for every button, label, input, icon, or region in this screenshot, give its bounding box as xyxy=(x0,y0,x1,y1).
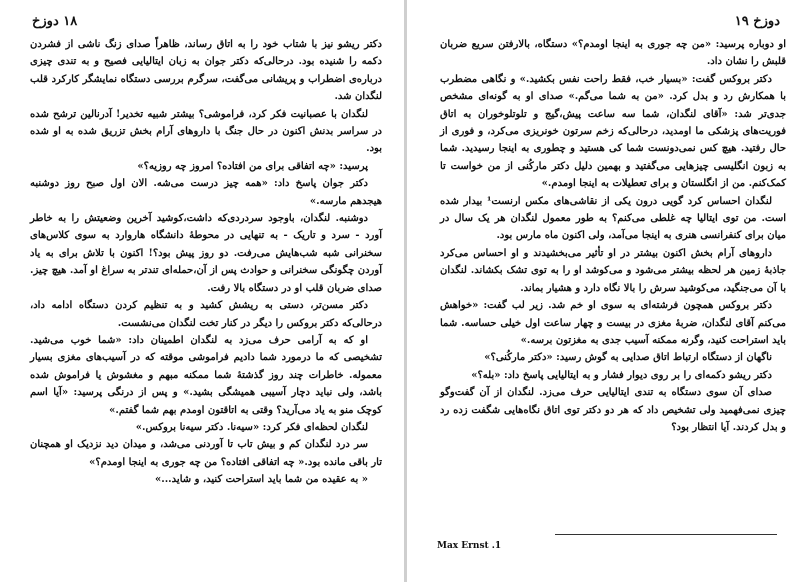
paragraph: « به عقیده من شما باید استراحت کنید، و شاید...» xyxy=(154,474,368,486)
footnote-divider xyxy=(555,534,777,535)
left-page-header: ۱۸ دوزخ xyxy=(32,14,78,29)
paragraph: دکتر ریشو دکمه‌ای را بر روی دیوار فشار و به ایتالیایی پاسخ داد: «بله؟» xyxy=(471,369,772,381)
paragraph: لنگدان لحظه‌ای فکر کرد: «سیه‌نا. دکتر سیه‌نا بروکس.» xyxy=(135,421,368,433)
paragraph: ناگهان از دستگاه ارتباط اتاق صدایی به گوش رسید: «دکتر مارکُنی؟» xyxy=(484,352,772,364)
right-page xyxy=(407,0,812,582)
paragraph: لنگدان با عصبانیت فکر کرد، فراموشی؟ بیشتر شبیه تخدیر! آدرنالین ترشح شده در سراسر بدنش اکنون در حال جنگ با داروهای آرام بخش تزریق شده به او شده بود. xyxy=(30,108,382,155)
paragraph: دکتر بروکس گفت: «بسیار خب، فقط راحت نفس بکشید.» و نگاهی مضطرب با همکارش رد و بدل کرد. «من به شما می‌گم.» صدای او به گونه‌ای مشخص جدی‌تر شد: «آقای لنگدان، شما سه ساعت پیش،گیج و تلوتلوخوران به اتاق فوریت‌های پزشکی ما اومدید، درحالی‌که زخم سرتون خونریزی می‌کرد، و فوری از حال رفتید. هیچ کس نمی‌دونست شما کی هستید و چطوری به اینجا رسیدید. شما به زبون انگلیسی چیزهایی می‌گفتید و بهمین دلیل دکتر مارکُنی از من خواست تا کمک‌کنم. من از انگلستان و برای تعطیلات به اینجا اومدم.» xyxy=(440,73,786,190)
paragraph: سر درد لنگدان کم و بیش تاب تا آوردنی می‌شد، و میدان دید نزدیک او همچنان تار باقی مانده بود.« چه اتفاقی افتاده؟ من چه جوری به اینجا اومدم؟» xyxy=(30,439,382,468)
paragraph: پرسید: «چه اتفاقی برای من افتاده؟ امروز چه روزیه؟» xyxy=(137,160,368,172)
paragraph: دکتر بروکس همچون فرشته‌ای به سوی او خم شد. زیر لب گفت: «خواهش می‌کنم آقای لنگدان، ضربهٔ مغزی در بیست و چهار ساعت اول خیلی حساسه. شما باید استراحت کنید، وگرنه ممکنه آسیب جدی به مغزتون برسه.» xyxy=(440,300,786,346)
paragraph: لنگدان احساس کرد گویی درون یکی از نقاشی‌های مکس ارنست¹ بیدار شده است. من توی ایتالیا چه غلطی می‌کنم؟ به طور معمول لنگدان هر یک سال در میان برای کنفرانسی هنری به اینجا می‌آمد، ولی اکنون ماه مارس بود. xyxy=(440,195,786,242)
right-page-header: دوزخ ۱۹ xyxy=(734,14,780,29)
paragraph: صدای آن سوی دستگاه به تندی ایتالیایی حرف می‌زد. لنگدان از آن گفت‌وگو چیزی نمی‌فهمید ولی تشخیص داد که هر دو دکتر توی اتاق نگاه‌هایی شگفت زده رد و بدل کردند. آیا انتظار بود؟ xyxy=(440,387,786,433)
paragraph: او که به آرامی حرف می‌زد به لنگدان اطمینان داد: «شما خوب می‌شید. تشخیصی که ما درمورد شما دادیم فراموشی موقته که در آسیب‌های مغزی بسیار معموله. خاطرات چند روز گذشتهٔ شما ممکنه مبهم و مغشوش یا فراموش شده باشد، ولی نباید دچار آسیبی همیشگی بشید.» و پس از درنگی پرسید: «آیا اسم کوچک منو به یاد می‌آرید؟ وقتی به اتاقتون اومدم بهم شما گفتم.» xyxy=(30,334,382,416)
paragraph: داروهای آرام بخش اکنون بیشتر در او تأثیر می‌بخشیدند و او احساس می‌کرد جاذبهٔ زمین هر لحظه بیشتر می‌شود و می‌کوشد او را به توی تشک بکشاند. لنگدان با آن می‌جنگید، می‌کوشید سرش را بالا نگاه دارد و هشیار بماند. xyxy=(440,247,786,294)
paragraph: او دوباره پرسید: «من چه جوری به اینجا اومدم؟» دستگاه، بالارفتن سریع ضربان قلبش را نشان داد. xyxy=(440,39,786,68)
left-page-body xyxy=(30,36,382,489)
footnote: Max Ernst .1 xyxy=(437,541,502,551)
paragraph: دکتر جوان پاسخ داد: «همه چیز درست می‌شه. الان اول صبح روز دوشنبه هیجدهم مارسه.» xyxy=(30,178,382,207)
paragraph: دوشنبه. لنگدان، باوجود سردردی‌که داشت،کوشید آخرین وضعیتش را به خاطر آورد - سرد و تاریک - به تنهایی در محوطهٔ دانشگاه هاروارد به سوی کلاس‌های سخنرانی شبه شب‌هایش می‌رفت. دو روز پیش بود؟! اکنون با تلاش برای به یاد آوردن چگونگی سخنرانی و حوادث پس از آن،حمله‌ای تندتر به سراغ او آمد. هیچ چیز. صدای ضربان قلب او در دستگاه بالا رفت. xyxy=(30,213,382,294)
paragraph: دکتر ریشو نیز با شتاب خود را به اتاق رساند، ظاهراً صدای زنگ ناشی از فشردن دکمه را شنیده بود. درحالی‌که دکتر جوان به زبان ایتالیایی فصیح و به تندی چیزی درباره‌ی اضطراب و پریشانی می‌گفت، سرگرم بررسی دستگاه نمایشگر کارکرد قلب لنگدان شد. xyxy=(30,39,382,103)
right-page-body xyxy=(440,36,786,436)
left-page xyxy=(0,0,405,582)
paragraph: دکتر مسن‌تر، دستی به ریشش کشید و به تنظیم کردن دستگاه ادامه داد، درحالی‌که دکتر بروکس را دیگر در کنار تخت لنگدان می‌نشست. xyxy=(30,300,382,329)
